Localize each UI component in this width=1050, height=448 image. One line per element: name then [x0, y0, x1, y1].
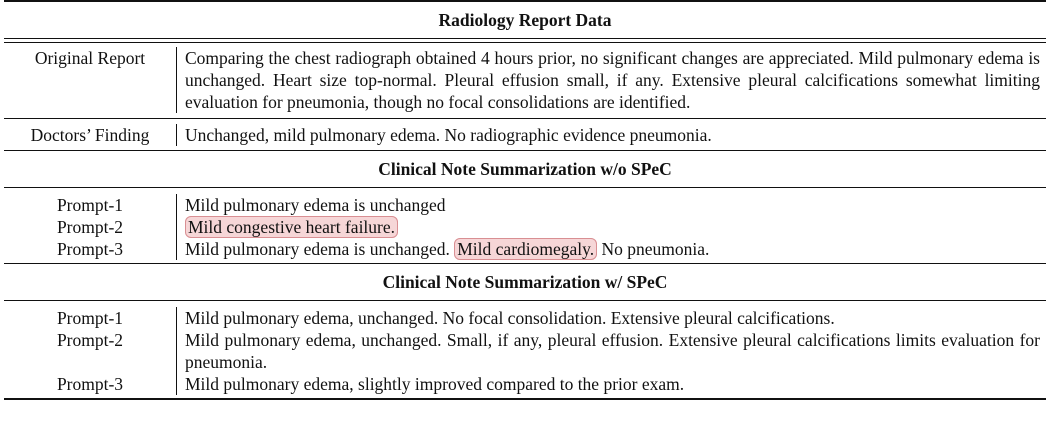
prompt-output: Mild pulmonary edema is unchanged. Mild cardiomegaly. No pneumonia. [185, 239, 710, 259]
original-report-row [4, 43, 1046, 118]
section-heading-without-spec: Clinical Note Summarization w/o SPeC [378, 159, 672, 179]
prompt-output: Mild pulmonary edema, slightly improved compared to the prior exam. [185, 374, 685, 394]
prompt-label: Prompt-2 [56, 217, 124, 237]
prompt-output: Mild pulmonary edema is unchanged [185, 195, 446, 215]
prompt-label: Prompt-1 [56, 195, 124, 215]
hallucination-highlight: Mild cardiomegaly. [454, 238, 597, 260]
prompt-label: Prompt-1 [56, 308, 124, 328]
without-spec-prompts [4, 188, 1046, 263]
doctors-finding-text: Unchanged, mild pulmonary edema. No radiographic evidence pneumonia. [185, 125, 712, 145]
bottom-rule [4, 398, 1046, 400]
doctors-finding-label: Doctors’ Finding [4, 124, 177, 146]
prompt-label: Prompt-3 [56, 239, 124, 259]
table-title: Radiology Report Data [438, 10, 612, 30]
with-spec-prompts [4, 301, 1046, 398]
prompt-output [185, 216, 1040, 238]
section-heading-with-spec: Clinical Note Summarization w/ SPeC [382, 272, 668, 292]
radiology-report-table [4, 0, 1046, 400]
original-report-text: Comparing the chest radiograph obtained 4 hours prior, no significant changes are appreciated. Mild pulmonary edema is unchanged. Heart size top-normal. Pleural effusion small, if any. Extensive pleural calcifications somewhat limiting evaluation for pneumonia, though no focal consolidations are identified. [185, 48, 1040, 112]
prompt-label: Prompt-3 [56, 374, 124, 394]
original-report-label: Original Report [4, 47, 177, 113]
prompt-output: Mild pulmonary edema, unchanged. No focal consolidation. Extensive pleural calcifications. [185, 308, 835, 328]
prompt-output: Mild pulmonary edema, unchanged. Small, if any, pleural effusion. Extensive pleural calcifications limits evaluation for pneumonia. [185, 330, 1040, 372]
prompt-label: Prompt-2 [56, 330, 124, 350]
doctors-finding-row [4, 119, 1046, 150]
hallucination-highlight: Mild congestive heart failure. [185, 216, 398, 238]
